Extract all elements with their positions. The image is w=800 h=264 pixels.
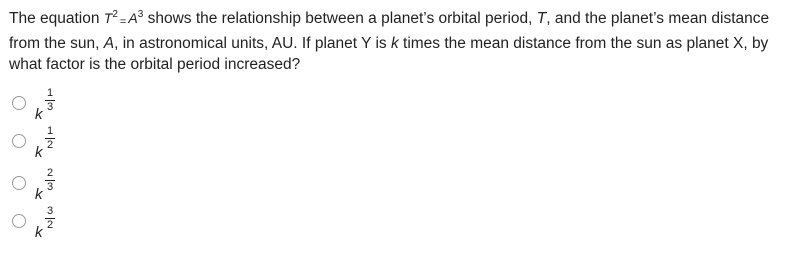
equation-left-exponent: 2 bbox=[112, 9, 118, 20]
equation-left-variable: T bbox=[103, 10, 113, 26]
option-base: k bbox=[35, 224, 43, 241]
answer-option-2[interactable] bbox=[12, 125, 92, 166]
fraction-numerator: 2 bbox=[46, 167, 54, 179]
question-text-part-1: shows the relationship between a planet’s orbital period, bbox=[143, 10, 537, 27]
fraction-numerator: 3 bbox=[46, 205, 54, 217]
option-exponent-fraction bbox=[45, 206, 55, 231]
radio-button[interactable] bbox=[12, 96, 26, 110]
fraction-denominator: 2 bbox=[46, 139, 54, 151]
equation-right-variable: A bbox=[128, 10, 138, 26]
radio-button[interactable] bbox=[12, 214, 26, 228]
question-intro: The equation bbox=[9, 10, 104, 27]
equation bbox=[104, 8, 143, 33]
question-text-part-4: times the mean distance from the sun as planet X, by what factor is the orbital period increased? bbox=[9, 35, 769, 73]
option-base: k bbox=[35, 186, 43, 203]
option-base: k bbox=[35, 144, 43, 161]
radio-button[interactable] bbox=[12, 176, 26, 190]
equation-right-exponent: 3 bbox=[137, 9, 144, 20]
option-exponent-fraction bbox=[45, 126, 55, 151]
question-text-part-2: , and the planet’s mean distance from the sun, bbox=[9, 10, 770, 52]
question-text-part-3: , in astronomical units, AU. If planet Y is bbox=[114, 35, 391, 52]
answer-option-3[interactable] bbox=[12, 167, 92, 208]
variable-A: A bbox=[103, 35, 115, 52]
equation-equals-sign: = bbox=[119, 16, 127, 28]
fraction-numerator: 1 bbox=[46, 87, 54, 99]
option-base: k bbox=[35, 106, 43, 123]
fraction-denominator: 3 bbox=[46, 181, 54, 193]
option-exponent-fraction bbox=[45, 88, 55, 113]
option-exponent-fraction bbox=[45, 168, 55, 193]
question-text bbox=[9, 8, 795, 75]
fraction-denominator: 2 bbox=[46, 219, 54, 231]
variable-T: T bbox=[536, 10, 547, 27]
fraction-denominator: 3 bbox=[46, 101, 54, 113]
variable-k: k bbox=[390, 35, 399, 52]
answer-option-4[interactable] bbox=[12, 205, 92, 246]
radio-button[interactable] bbox=[12, 134, 26, 148]
fraction-numerator: 1 bbox=[46, 125, 54, 137]
answer-option-1[interactable] bbox=[12, 87, 92, 128]
